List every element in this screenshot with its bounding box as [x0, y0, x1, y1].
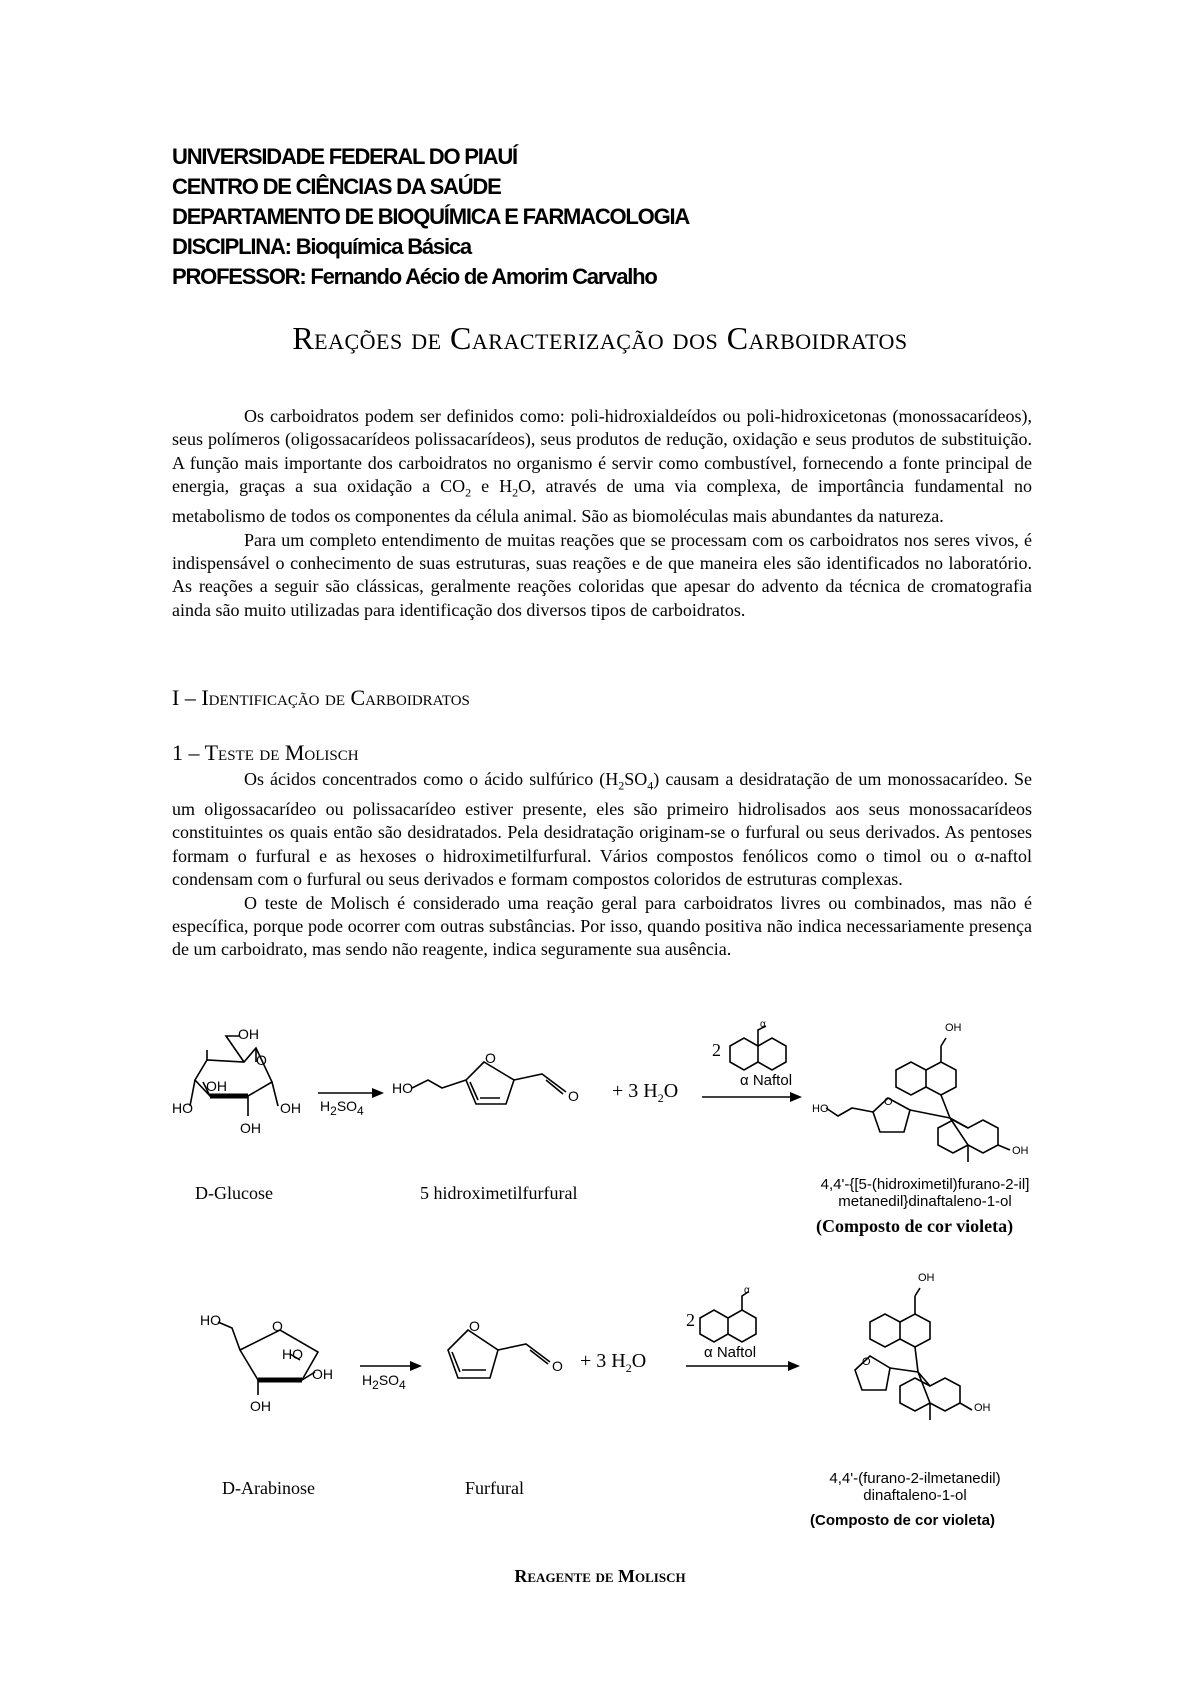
product1-ring-o: O: [884, 1096, 893, 1108]
acid-so: SO: [336, 1098, 358, 1114]
acid-sub1: 2: [330, 1103, 337, 1118]
scheme2-reagent-coef: 2: [686, 1310, 695, 1330]
acid2-sub2: 4: [399, 1377, 406, 1392]
intro-p1-part-b: e H: [471, 476, 513, 497]
professor-name: PROFESSOR: Fernando Aécio de Amorim Carvalho: [172, 264, 657, 289]
discipline-name: DISCIPLINA: Bioquímica Básica: [172, 234, 471, 259]
so4-subscript: 4: [647, 778, 654, 793]
scheme1-naphthol-oh: α: [760, 1019, 766, 1030]
glucose-label: D-Glucose: [195, 1183, 273, 1203]
product2-oh-bottom: OH: [974, 1402, 991, 1414]
product2-color-note: (Composto de cor violeta): [810, 1512, 996, 1529]
scheme1-drawing: [0, 990, 1200, 1190]
co2-subscript: 2: [465, 485, 472, 500]
glucose-ho-left: HO: [172, 1100, 193, 1116]
product1-name-line2: metanedil}dinaftaleno-1-ol: [838, 1193, 1012, 1210]
hmf-ring-o: O: [485, 1050, 496, 1066]
furfural-aldehyde-o: O: [552, 1358, 563, 1374]
acid-h: H: [320, 1098, 331, 1114]
intro-p1-part-c: O, através de uma via complexa, de importância fundamental no metabolismo de todos os componentes da célula animal. São as biomoléculas mais abundantes da natureza.: [172, 476, 1032, 527]
hmf-ho: HO: [392, 1080, 413, 1096]
furfural-label: Furfural: [465, 1478, 524, 1498]
h2o-subscript: 2: [512, 485, 519, 500]
scheme2-drawing: [0, 1260, 1200, 1500]
acid-sub2: 4: [357, 1103, 364, 1118]
product1-color-note: (Composto de cor violeta): [816, 1216, 1014, 1236]
product1-oh-bottom: OH: [1012, 1145, 1029, 1157]
molisch-p1-part-c: ) causam a desidratação de um monossacarídeo. Se um oligossacarídeo ou polissacarídeo estiver presente, eles são primeiro hidrolisados aos seus monossacarídeos constituintes os quais então são desidratados. Pela desidratação originam-se o furfural ou seus derivados. As pentoses formam o furfural e as hexoses o hidroximetilfurfural. Vários compostos fenólicos como o timol ou o α-naftol condensam com o furfural ou seus derivados e formam compostos coloridos de estruturas complexas.: [172, 769, 1032, 890]
document-title: Reações de Caracterização dos Carboidratos: [292, 320, 908, 356]
product1-oh-top: OH: [945, 1022, 962, 1034]
h2-subscript: 2: [618, 778, 625, 793]
water-text: + 3 H: [612, 1080, 658, 1102]
scheme2-reagent-name: α Naftol: [704, 1344, 757, 1361]
arabinose-ho-inner: HO: [282, 1346, 303, 1362]
scheme2-naphthol-oh: α: [744, 1285, 750, 1296]
arabinose-ring-o: O: [272, 1318, 283, 1334]
furfural-ring-o: O: [469, 1318, 480, 1334]
intro-p1-part-a: Os carboidratos podem ser definidos como: poli-hidroxialdeídos ou poli-hidroxicetonas (monossacarídeos), seus polímeros (oligossacarídeos polissacarídeos), seus produtos de redução, oxidação e seus produtos de substituição. A função mais importante dos carboidratos no organismo é servir como combustível, fornecendo a fonte principal de energia, graças a sua oxidação a CO: [172, 406, 1032, 497]
product2-name-line1: 4,4'-(furano-2-ilmetanedil): [829, 1470, 1001, 1487]
acid2-sub1: 2: [372, 1377, 379, 1392]
product1-name-line1: 4,4'-{[5-(hidroximetil)furano-2-il]: [820, 1176, 1030, 1193]
scheme1-reagent-name: α Naftol: [740, 1072, 793, 1089]
glucose-oh-right: OH: [280, 1100, 301, 1116]
arabinose-label: D-Arabinose: [222, 1478, 315, 1498]
molisch-paragraph-1: [172, 768, 1032, 892]
arabinose-ho-top: HO: [200, 1312, 221, 1328]
molisch-p1-part-b: SO: [624, 769, 648, 789]
section-heading: I – Identificação de Carboidratos: [172, 685, 470, 710]
department-name: DEPARTAMENTO DE BIOQUÍMICA E FARMACOLOGIA: [172, 204, 690, 229]
molisch-text: [172, 768, 1032, 962]
intro-paragraph-1: [172, 405, 1032, 529]
glucose-ring-o: O: [256, 1052, 267, 1068]
acid2-so: SO: [378, 1372, 400, 1388]
university-name: UNIVERSIDADE FEDERAL DO PIAUÍ: [172, 144, 517, 169]
institution-header: [172, 142, 689, 292]
molisch-p1-part-a: Os ácidos concentrados como o ácido sulfúrico (H: [244, 769, 619, 789]
scheme1-water: [612, 1080, 678, 1106]
glucose-oh-inner: OH: [206, 1078, 227, 1094]
product2-name: [800, 1470, 1030, 1504]
scheme1-reagent-coef: 2: [712, 1040, 721, 1060]
intro-text: [172, 405, 1032, 622]
figure-caption: Reagente de Molisch: [514, 1566, 686, 1586]
water2-end: O: [631, 1350, 647, 1372]
arabinose-oh-bottom: OH: [250, 1398, 271, 1414]
subsection-heading: 1 – Teste de Molisch: [172, 740, 359, 765]
product2-name-line2: dinaftaleno-1-ol: [863, 1487, 967, 1504]
acid2-h: H: [362, 1372, 373, 1388]
intro-paragraph-2: Para um completo entendimento de muitas reações que se processam com os carboidratos nos seres vivos, é indispensável o conhecimento de suas estruturas, suas reações e de que maneira eles são identificados no laboratório. As reações a seguir são clássicas, geralmente reações coloridas que apesar do advento da técnica de cromatografia ainda são muito utilizadas para identificação dos diversos tipos de carboidratos.: [172, 529, 1032, 620]
glucose-oh-top: OH: [238, 1026, 259, 1042]
product1-name: [790, 1176, 1060, 1210]
scheme1-acid: [320, 1098, 364, 1120]
arabinose-oh-right: OH: [312, 1366, 333, 1382]
product2-ring-o: O: [862, 1356, 871, 1368]
molisch-paragraph-2: O teste de Molisch é considerado uma reação geral para carboidratos livres ou combinados, mas não é específica, porque pode ocorrer com outras substâncias. Por isso, quando positiva não indica necessariamente presença de um carboidrato, mas sendo não reagente, indica seguramente sua ausência.: [172, 892, 1032, 960]
water2-text: + 3 H: [580, 1350, 626, 1372]
scheme2-water: [580, 1350, 646, 1376]
product2-oh-top: OH: [918, 1272, 935, 1284]
water2-sub: 2: [625, 1361, 632, 1375]
center-name: CENTRO DE CIÊNCIAS DA SAÚDE: [172, 174, 501, 199]
hmf-aldehyde-o: O: [568, 1088, 579, 1104]
water-end: O: [663, 1080, 679, 1102]
scheme2-acid: [362, 1372, 406, 1394]
hmf-label: 5 hidroximetilfurfural: [420, 1183, 578, 1203]
product1-ho: HO: [812, 1103, 829, 1115]
glucose-oh-bottom: OH: [240, 1120, 261, 1136]
water-sub: 2: [657, 1091, 664, 1105]
